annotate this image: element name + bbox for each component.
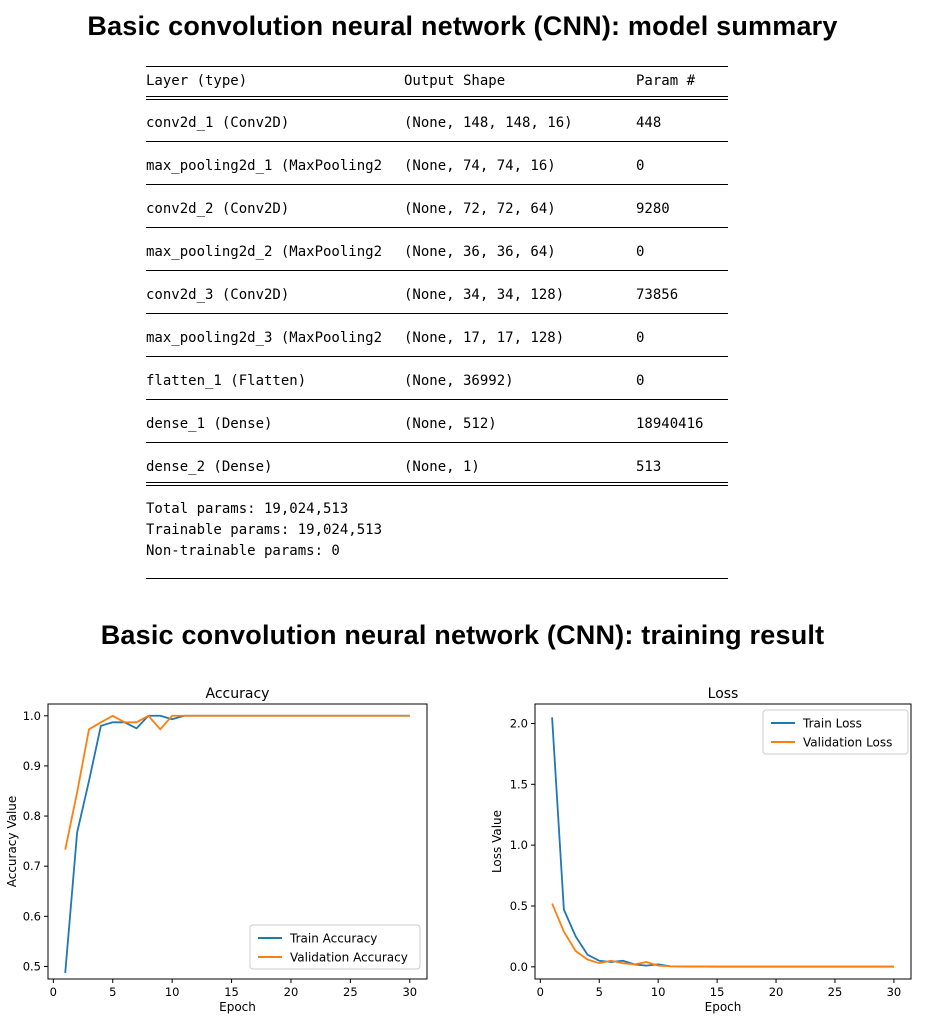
x-tick-label: 30	[886, 985, 902, 999]
x-axis-label: Epoch	[704, 1000, 742, 1014]
output-shape-cell: (None, 36, 36, 64)	[404, 244, 556, 260]
x-tick-label: 30	[402, 985, 418, 999]
output-shape-cell: (None, 72, 72, 64)	[404, 201, 556, 217]
legend-entry: Train Accuracy	[290, 931, 378, 946]
output-shape-cell: (None, 1)	[404, 459, 480, 475]
top-rule	[146, 66, 728, 67]
y-tick-label: 1.5	[509, 777, 528, 792]
trainable-params: Trainable params: 19,024,513	[146, 522, 383, 538]
training-heading: Basic convolution neural network (CNN): training result	[100, 620, 825, 650]
total-params: Total params: 19,024,513	[146, 501, 349, 517]
legend-entry: Validation Loss	[803, 735, 893, 750]
x-tick-label: 20	[283, 985, 299, 999]
x-tick-label: 0	[536, 985, 544, 999]
legend-entry: Train Loss	[803, 716, 862, 731]
x-axis-label: Epoch	[219, 1000, 256, 1014]
layer-name-cell: dense_1 (Dense)	[146, 416, 273, 432]
y-tick-label: 0.7	[22, 859, 41, 874]
chart-title: Loss	[707, 686, 739, 702]
param-count-cell: 73856	[636, 287, 679, 303]
y-tick-label: 0.5	[22, 959, 41, 974]
y-tick-label: 1.0	[22, 708, 41, 723]
output-shape-cell: (None, 74, 74, 16)	[404, 158, 556, 174]
row-separator	[146, 270, 728, 271]
x-tick-label: 5	[595, 985, 603, 999]
param-count-cell: 0	[636, 158, 645, 174]
series-line-validation	[65, 716, 410, 850]
summary-heading: Basic convolution neural network (CNN): model summary	[87, 11, 838, 41]
y-tick-label: 1.0	[509, 838, 528, 853]
y-axis-label: Accuracy Value	[5, 795, 19, 888]
y-tick-label: 0.8	[22, 809, 41, 824]
layer-name-cell: conv2d_2 (Conv2D)	[146, 201, 290, 217]
x-tick-label: 10	[164, 985, 180, 999]
table-row	[146, 200, 728, 218]
loss-chart	[470, 680, 925, 1020]
table-row	[146, 458, 728, 476]
x-tick-label: 0	[49, 985, 58, 999]
row-separator	[146, 356, 728, 357]
table-row	[146, 243, 728, 261]
accuracy-chart	[0, 680, 440, 1020]
series-line-train	[552, 717, 894, 966]
non-trainable-params: Non-trainable params: 0	[146, 543, 340, 559]
layer-name-cell: max_pooling2d_1 (MaxPooling2	[146, 158, 383, 174]
y-axis-label: Loss Value	[490, 809, 504, 874]
param-count-cell: 0	[636, 373, 645, 389]
chart-title: Accuracy	[205, 686, 270, 702]
table-row	[146, 286, 728, 304]
y-tick-label: 0.0	[509, 959, 528, 974]
param-count-cell: 18940416	[636, 416, 704, 432]
y-tick-label: 0.6	[22, 909, 41, 924]
table-row	[146, 157, 728, 175]
row-separator	[146, 399, 728, 400]
row-separator	[146, 227, 728, 228]
bottom-double-rule	[146, 482, 728, 486]
layer-name-cell: conv2d_3 (Conv2D)	[146, 287, 290, 303]
x-tick-label: 25	[343, 985, 358, 999]
output-shape-cell: (None, 36992)	[404, 373, 514, 389]
table-row	[146, 114, 728, 132]
param-count-cell: 0	[636, 330, 645, 346]
table-row	[146, 415, 728, 433]
output-shape-cell: (None, 17, 17, 128)	[404, 330, 565, 346]
param-count-cell: 448	[636, 115, 662, 131]
header-row	[146, 72, 728, 90]
column-header-params: Param #	[636, 73, 696, 89]
row-separator	[146, 141, 728, 142]
table-row	[146, 329, 728, 347]
param-count-cell: 0	[636, 244, 645, 260]
column-header-layer: Layer (type)	[146, 73, 248, 89]
x-tick-label: 15	[709, 985, 725, 999]
x-tick-label: 25	[827, 985, 843, 999]
row-separator	[146, 313, 728, 314]
x-tick-label: 20	[768, 985, 784, 999]
output-shape-cell: (None, 512)	[404, 416, 497, 432]
param-count-cell: 9280	[636, 201, 670, 217]
layer-name-cell: flatten_1 (Flatten)	[146, 373, 307, 389]
layer-name-cell: max_pooling2d_3 (MaxPooling2	[146, 330, 383, 346]
y-tick-label: 0.5	[509, 898, 528, 913]
layer-name-cell: conv2d_1 (Conv2D)	[146, 115, 290, 131]
output-shape-cell: (None, 34, 34, 128)	[404, 287, 565, 303]
layer-name-cell: max_pooling2d_2 (MaxPooling2	[146, 244, 383, 260]
output-shape-cell: (None, 148, 148, 16)	[404, 115, 573, 131]
x-tick-label: 10	[650, 985, 666, 999]
header-double-rule	[146, 96, 728, 100]
row-separator	[146, 184, 728, 185]
x-tick-label: 15	[224, 985, 239, 999]
y-tick-label: 0.9	[22, 758, 41, 773]
y-tick-label: 2.0	[509, 716, 528, 731]
legend-entry: Validation Accuracy	[290, 950, 408, 965]
layer-name-cell: dense_2 (Dense)	[146, 459, 273, 475]
row-separator	[146, 442, 728, 443]
final-rule	[146, 578, 728, 579]
table-row	[146, 372, 728, 390]
param-count-cell: 513	[636, 459, 662, 475]
series-line-validation	[552, 904, 894, 967]
column-header-shape: Output Shape	[404, 73, 506, 89]
x-tick-label: 5	[109, 985, 117, 999]
